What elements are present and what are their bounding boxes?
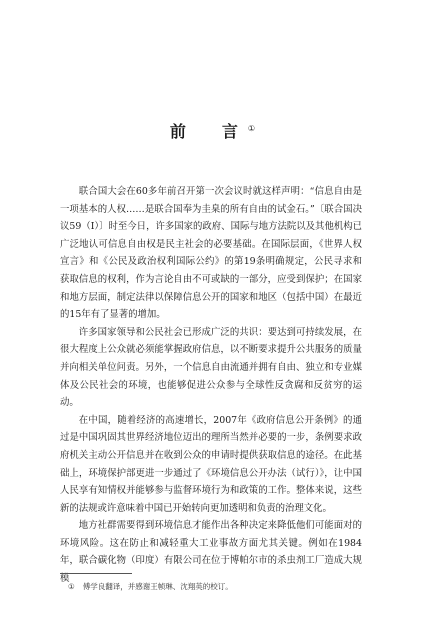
footnote-divider (60, 573, 132, 574)
footnote (68, 582, 233, 592)
footnote-mark: ① (68, 582, 75, 591)
body-text (60, 183, 362, 588)
paragraph-1: 联合国大会在60多年前召开第一次会议时就这样声明：“信息自由是一项基本的人权……是联合国奉为圭臬的所有自由的试金石。”〔联合国决议59（Ⅰ）〕时至今日，许多国家的政府、国际与地方法院以及其他机构已广泛地认可信息自由权是民主社会的必要基础。在国际层面，《世界人权宣言》和《公民及政治权利国际公约》的第19条明确规定，公民寻求和获取信息的权利，作为言论自由不可或缺的一部分，应受到保护；在国家和地方层面，制定法律以保障信息公开的国家和地区（包括中国）在最近的15年有了显著的增加。 (60, 186, 362, 321)
footnote-text: 傅学良翻译，并感谢王帧琳、沈翔英的校订。 (82, 582, 233, 591)
paragraph-2: 许多国家领导和公民社会已形成广泛的共识：要达到可持续发展，在很大程度上公众就必须能掌握政府信息，以不断要求提升公共服务的质量并向相关单位问责。另外，一个信息自由流通并拥有自由、独立和专业媒体及公民社会的环境，也能够促进公众参与全球性反贪腐和反贫穷的运动。 (60, 326, 362, 409)
paragraph-4: 地方社群需要得到环境信息才能作出各种决定来降低他们可能面对的环境风险。这在防止和减轻重大工业事故方面尤其关键。例如在1984年，联合碳化物（印度）有限公司在位于博帕尔市的杀虫剂工厂造成大规模 (60, 520, 362, 585)
page-title (0, 122, 425, 142)
paragraph-3: 在中国，随着经济的高速增长，2007年《政府信息公开条例》的通过是中国巩固其世界经济地位迈出的理所当然并必要的一步，条例要求政府机关主动公开信息并在收到公众的申请时提供获取信息的途径。在此基础上，环境保护部更进一步通过了《环境信息公开办法（试行）》，让中国人民享有知情权并能够参与监督环境行为和政策的工作。整体来说，这些新的法规或许意味着中国已开始转向更加透明和负责的治理文化。 (60, 414, 362, 514)
footnote-reference: ① (247, 124, 256, 133)
page-title-text: 前 言 (169, 122, 248, 141)
